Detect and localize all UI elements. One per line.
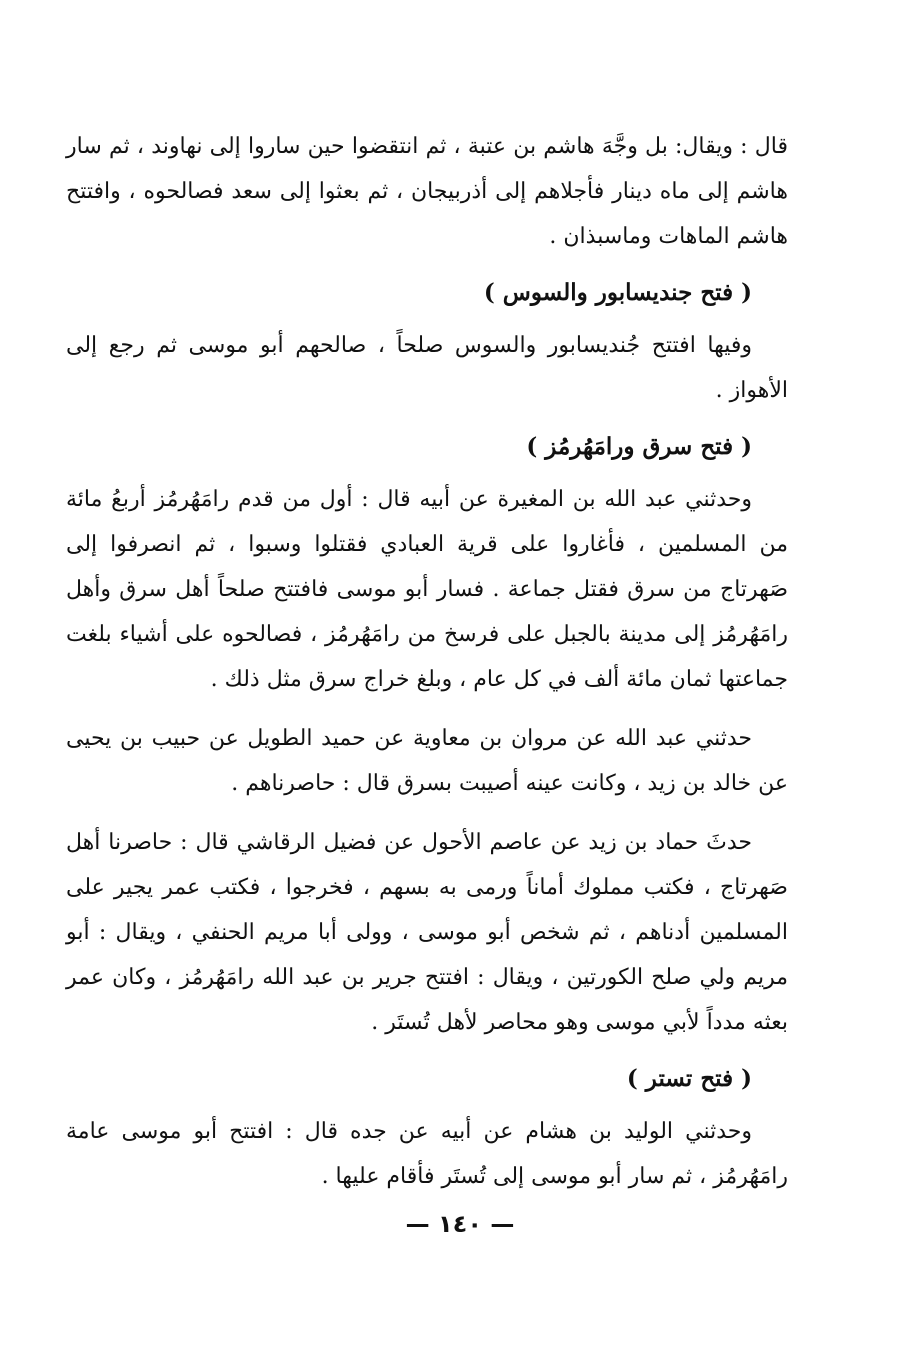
paragraph-tustar: وحدثني الوليد بن هشام عن أبيه عن جده قال : افتتح أبو موسى عامة رامَهُرمُز ، ثم سار أبو موسى إلى تُستَر فأقام عليها .	[66, 1119, 788, 1189]
section-heading-jundisabur: ( فتح جنديسابور والسوس )	[483, 279, 752, 306]
paragraph-jundisabur: وفيها افتتح جُنديسابور والسوس صلحاً ، صالحهم أبو موسى ثم رجع إلى الأهواز .	[66, 333, 788, 403]
paragraph-surraq-1: وحدثني عبد الله بن المغيرة عن أبيه قال : أول من قدم رامَهُرمُز أربعُ مائة من المسلمين ، فأغاروا على قرية العبادي فقتلوا وسبوا ، ثم انصرفوا إلى صَهرتاج من سرق فقتل جماعة . فسار أبو موسى فافتتح صلحاً أهل سرق وأهل رامَهُرمُز إلى مدينة بالجبل على فرسخ من رامَهُرمُز ، فصالحوه على أشياء بلغت جماعتها ثمان مائة ألف في كل عام ، وبلغ خراج سرق مثل ذلك .	[66, 487, 788, 692]
page-body	[66, 110, 788, 1213]
section-heading-surraq: ( فتح سرق ورامَهُرمُز )	[526, 433, 752, 460]
paragraph-surraq-3: حدثَ حماد بن زيد عن عاصم الأحول عن فضيل الرقاشي قال : حاصرنا أهل صَهرتاج ، فكتب مملوك أماناً ورمى به بسهم ، فخرجوا ، فكتب عمر يجير على المسلمين أدناهم ، ثم شخص أبو موسى ، وولى أبا مريم الحنفي ، ويقال : أبو مريم ولي صلح الكورتين ، ويقال : افتتح جرير بن عبد الله رامَهُرمُز ، وكان عمر بعثه مدداً لأبي موسى وهو محاصر لأهل تُستَر .	[66, 830, 788, 1035]
page-number: — ١٤٠ —	[405, 1210, 515, 1238]
paragraph-surraq-2: حدثني عبد الله عن مروان بن معاوية عن حميد الطويل عن حبيب بن يحيى عن خالد بن زيد ، وكانت عينه أصيبت بسرق قال : حاصرناهم .	[66, 726, 788, 796]
intro-paragraph: قال : ويقال: بل وجَّهَ هاشم بن عتبة ، ثم انتقضوا حين ساروا إلى نهاوند ، ثم سار هاشم إلى ماه دينار فأجلاهم إلى أذربيجان ، ثم بعثوا إلى سعد فصالحوه ، وافتتح هاشم الماهات وماسبذان .	[66, 134, 788, 249]
section-heading-tustar: ( فتح تستر )	[626, 1065, 752, 1092]
